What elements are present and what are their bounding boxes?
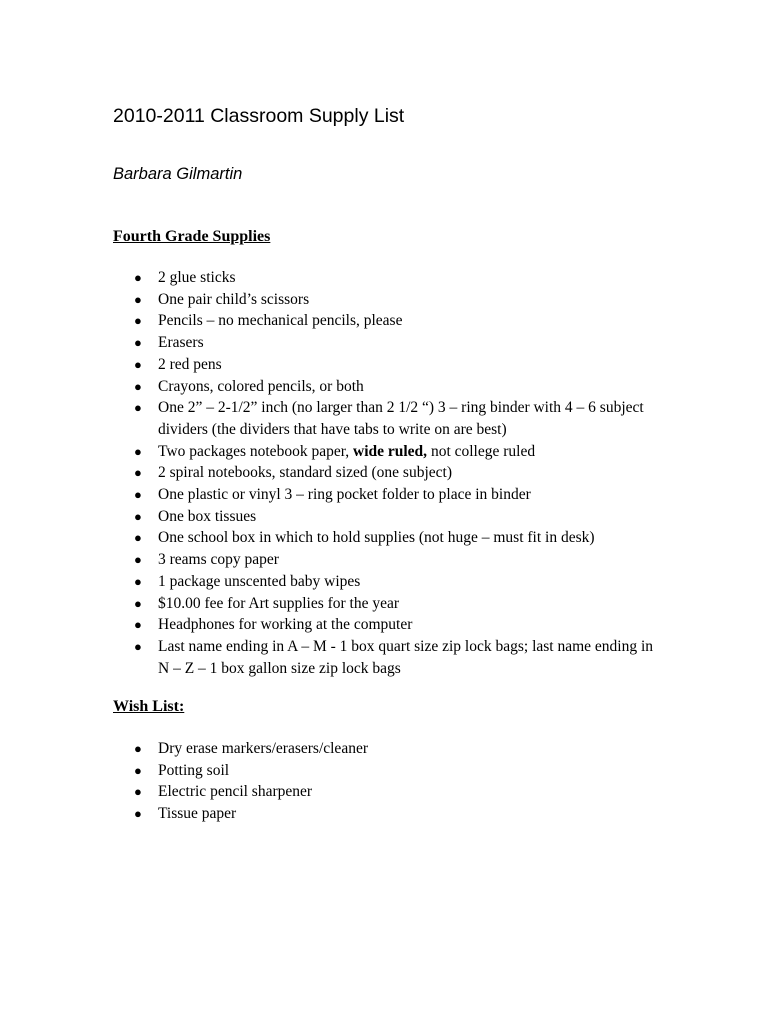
list-item-text: One plastic or vinyl 3 – ring pocket folder to place in binder [158,486,531,504]
list-item [0,571,658,593]
bullet-icon: ● [134,356,142,372]
list-item [0,484,658,506]
list-item [0,376,658,398]
list-item-text: One school box in which to hold supplies (not huge – must fit in desk) [158,529,595,547]
bullet-icon: ● [134,378,142,394]
list-item-text: Crayons, colored pencils, or both [158,377,364,395]
bullet-icon: ● [134,806,142,822]
list-item-text: 2 glue sticks [158,269,236,286]
bullet-icon: ● [134,741,142,756]
bullet-icon: ● [134,291,142,307]
list-item-text: Potting soil [158,761,230,779]
list-item-text-part: Two packages notebook paper, [158,442,353,460]
list-item-text: 2 spiral notebooks, standard sized (one subject) [158,464,452,482]
list-item-text: Headphones for working at the computer [158,616,413,634]
list-item [0,803,658,825]
bullet-icon: ● [134,335,142,351]
list-item [0,781,658,803]
bullet-icon: ● [134,617,142,633]
list-item-text: Erasers [158,334,204,352]
emphasis-text: wide ruled, [353,442,428,460]
list-item-text: Pencils – no mechanical pencils, please [158,312,403,330]
list-item-text: Dry erase markers/erasers/cleaner [158,740,368,757]
list-item-text: 3 reams copy paper [158,551,279,569]
bullet-icon: ● [134,762,142,778]
list-item [0,614,658,636]
list-item [0,506,658,528]
bullet-icon: ● [134,443,142,459]
list-item-text: One box tissues [158,507,257,525]
fourth-grade-supply-list [0,267,658,679]
bullet-icon: ● [134,400,142,416]
bullet-icon: ● [134,270,142,285]
list-item [0,354,658,376]
bullet-icon: ● [134,638,142,654]
list-item-text: One 2” – 2-1/2” inch (no larger than 2 1/2 “) 3 – ring binder with 4 – 6 subject dividers (the dividers that have tabs to write on are best) [158,399,644,438]
list-item-text-part: not college ruled [427,442,536,460]
list-item [0,267,658,289]
list-item [0,593,658,615]
list-item-text: Tissue paper [158,805,237,823]
list-item-text: $10.00 fee for Art supplies for the year [158,594,400,612]
wish-list-heading: Wish List: [113,698,185,715]
list-item [0,310,658,332]
bullet-icon: ● [134,465,142,481]
list-item-text: 1 package unscented baby wipes [158,572,361,590]
list-item-text [158,443,535,460]
bullet-icon: ● [134,530,142,546]
bullet-icon: ● [134,784,142,800]
list-item-text: Electric pencil sharpener [158,783,313,801]
wish-list [0,738,658,825]
list-item [0,636,658,679]
list-item [0,289,658,311]
bullet-icon: ● [134,595,142,611]
list-item-text: One pair child’s scissors [158,290,310,308]
list-item-text: 2 red pens [158,355,222,373]
author-name: Barbara Gilmartin [113,165,243,183]
bullet-icon: ● [134,508,142,524]
bullet-icon: ● [134,313,142,329]
bullet-icon: ● [134,487,142,503]
bullet-icon: ● [134,573,142,589]
list-item [0,332,658,354]
document-title: 2010-2011 Classroom Supply List [113,105,405,127]
list-item [0,760,658,782]
fourth-grade-heading: Fourth Grade Supplies [113,228,271,245]
list-item [0,441,658,463]
list-item [0,397,658,440]
bullet-icon: ● [134,552,142,568]
list-item-text: Last name ending in A – M - 1 box quart size zip lock bags; last name ending in N – Z – 1 box gallon size zip lock bags [158,637,654,677]
list-item [0,462,658,484]
list-item [0,738,658,760]
list-item [0,549,658,571]
list-item [0,527,658,549]
